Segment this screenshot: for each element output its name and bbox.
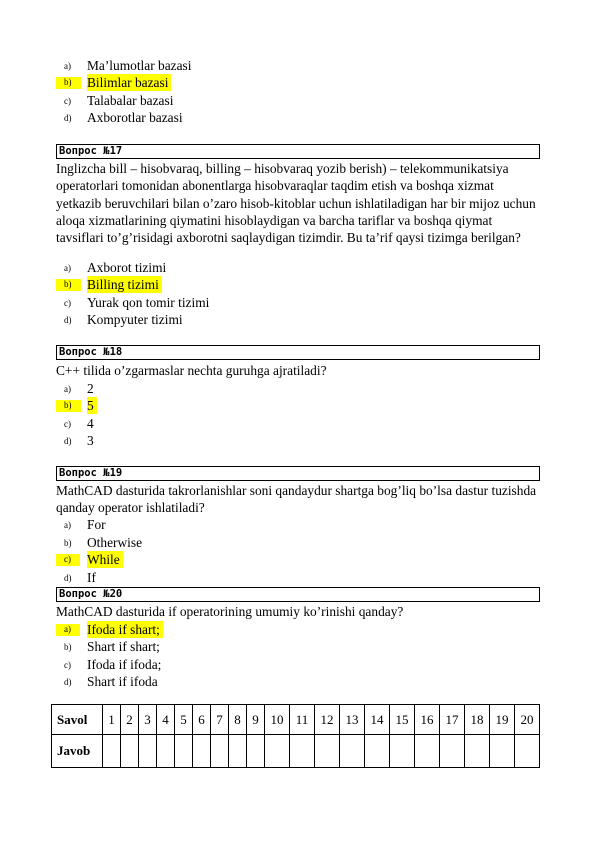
option-letter: c)	[64, 298, 71, 308]
answer-cell[interactable]	[193, 735, 211, 768]
answer-cell[interactable]	[365, 735, 390, 768]
question-number-cell: 18	[465, 705, 490, 735]
option-text: If	[87, 570, 96, 585]
option-letter: a)	[64, 520, 71, 530]
option-text: Axborot tizimi	[87, 260, 167, 275]
question-number-cell: 8	[229, 705, 247, 735]
option-c-correct[interactable]	[56, 551, 536, 568]
option-d[interactable]	[56, 569, 536, 586]
option-letter: d)	[64, 573, 72, 583]
option-text: 2	[87, 381, 94, 396]
answer-cell[interactable]	[390, 735, 415, 768]
question-header: Вопрос №19	[56, 466, 540, 481]
question-number-cell: 3	[139, 705, 157, 735]
question-header: Вопрос №20	[56, 587, 540, 602]
option-text: 3	[87, 433, 94, 448]
answer-table	[51, 704, 540, 768]
option-a[interactable]	[56, 57, 536, 74]
answer-cell[interactable]	[415, 735, 440, 768]
question-number-cell: 4	[157, 705, 175, 735]
question-number-cell: 6	[193, 705, 211, 735]
answer-cell[interactable]	[139, 735, 157, 768]
option-letter: a)	[64, 263, 71, 273]
answer-cell[interactable]	[247, 735, 265, 768]
option-letter: d)	[64, 436, 72, 446]
option-letter: c)	[56, 554, 80, 566]
javob-label: Javob	[52, 735, 103, 768]
option-b-correct[interactable]	[56, 397, 536, 414]
question-number-cell: 5	[175, 705, 193, 735]
option-c[interactable]	[56, 656, 536, 673]
option-text: 4	[87, 416, 94, 431]
option-a[interactable]	[56, 380, 536, 397]
option-text: For	[87, 517, 106, 532]
option-b-correct[interactable]	[56, 276, 536, 293]
option-letter: a)	[64, 384, 71, 394]
question-text: MathCAD dasturida if operatorining umumiy ko’rinishi qanday?	[56, 604, 404, 619]
option-c[interactable]	[56, 415, 536, 432]
option-a[interactable]	[56, 516, 536, 533]
question-number-cell: 7	[211, 705, 229, 735]
answer-cell[interactable]	[121, 735, 139, 768]
option-text: Yurak qon tomir tizimi	[87, 295, 210, 310]
question-number-cell: 13	[340, 705, 365, 735]
option-d[interactable]	[56, 673, 536, 690]
question-text: Inglizcha bill – hisobvaraq, billing – hisobvaraq yozib berish) – telekommunikatsiya operatorlari tomonidan abonentlarga hisobvaraqlar taqdim etish va boshqa xizmat yetkazib beruvchilari bilan o’zaro hisob-kitoblar uchun ishlatiladigan har bir mijoz uchun aloqa xizmatlarining qiymatini hisoblaydigan va barcha tariflar va boshqa qiymat tavsiflari to’g’risidagi axborotni saqlaydigan tizimdir. Bu ta’rif qaysi tizimga berilgan?	[56, 161, 536, 246]
option-a[interactable]	[56, 259, 536, 276]
savol-label: Savol	[52, 705, 103, 735]
option-text: While	[87, 551, 123, 568]
question-text: MathCAD dasturida takrorlanishlar soni qandaydur shartga bog’liq bo’lsa dastur tuzishda qanday operator ishlatiladi?	[56, 483, 537, 516]
option-letter: c)	[64, 419, 71, 429]
answer-cell[interactable]	[490, 735, 515, 768]
option-text: 5	[87, 397, 97, 414]
option-letter: b)	[64, 538, 72, 548]
option-text: Shart if shart;	[87, 639, 160, 654]
answer-cell[interactable]	[157, 735, 175, 768]
answer-cell[interactable]	[340, 735, 365, 768]
question-text: C++ tilida o’zgarmaslar nechta guruhga ajratiladi?	[56, 363, 327, 378]
question-header: Вопрос №18	[56, 345, 540, 360]
option-text: Ma’lumotlar bazasi	[87, 58, 192, 73]
option-letter: b)	[64, 642, 72, 652]
option-letter: b)	[56, 279, 81, 291]
option-text: Kompyuter tizimi	[87, 312, 183, 327]
option-letter: b)	[56, 77, 81, 89]
option-text: Ifoda if shart;	[87, 621, 163, 638]
option-c[interactable]	[56, 294, 536, 311]
option-letter: c)	[64, 660, 71, 670]
answer-cell[interactable]	[175, 735, 193, 768]
question-number-cell: 9	[247, 705, 265, 735]
option-c[interactable]	[56, 92, 536, 109]
question-number-cell: 14	[365, 705, 390, 735]
option-letter: d)	[64, 315, 72, 325]
option-letter: b)	[56, 400, 81, 412]
question-number-cell: 19	[490, 705, 515, 735]
option-letter: d)	[64, 113, 72, 123]
answer-cell[interactable]	[465, 735, 490, 768]
option-text: Shart if ifoda	[87, 674, 158, 689]
option-text: Billing tizimi	[87, 276, 162, 293]
option-letter: a)	[64, 61, 71, 71]
question-number-cell: 2	[121, 705, 139, 735]
option-letter: c)	[64, 96, 71, 106]
question-number-cell: 12	[315, 705, 340, 735]
option-letter: d)	[64, 677, 72, 687]
option-text: Talabalar bazasi	[87, 93, 174, 108]
option-letter: a)	[56, 624, 80, 636]
option-text: Ifoda if ifoda;	[87, 657, 162, 672]
option-b-correct[interactable]	[56, 74, 536, 91]
option-a-correct[interactable]	[56, 621, 536, 638]
answer-cell[interactable]	[103, 735, 121, 768]
question-header: Вопрос №17	[56, 144, 540, 159]
question-number-row	[52, 705, 540, 735]
answer-row	[52, 735, 540, 768]
question-number-cell: 11	[290, 705, 315, 735]
option-text: Bilimlar bazasi	[87, 74, 171, 91]
answer-cell[interactable]	[315, 735, 340, 768]
answer-cell[interactable]	[211, 735, 229, 768]
question-number-cell: 1	[103, 705, 121, 735]
question-number-cell: 17	[440, 705, 465, 735]
answer-cell[interactable]	[265, 735, 290, 768]
answer-cell[interactable]	[229, 735, 247, 768]
option-d[interactable]	[56, 109, 536, 126]
option-text: Otherwise	[87, 535, 143, 550]
option-d[interactable]	[56, 432, 536, 449]
question-number-cell: 20	[515, 705, 540, 735]
option-b[interactable]	[56, 534, 536, 551]
option-d[interactable]	[56, 311, 536, 328]
option-text: Axborotlar bazasi	[87, 110, 183, 125]
answer-cell[interactable]	[440, 735, 465, 768]
question-number-cell: 10	[265, 705, 290, 735]
option-b[interactable]	[56, 638, 536, 655]
question-number-cell: 15	[390, 705, 415, 735]
answer-cell[interactable]	[515, 735, 540, 768]
answer-cell[interactable]	[290, 735, 315, 768]
question-number-cell: 16	[415, 705, 440, 735]
